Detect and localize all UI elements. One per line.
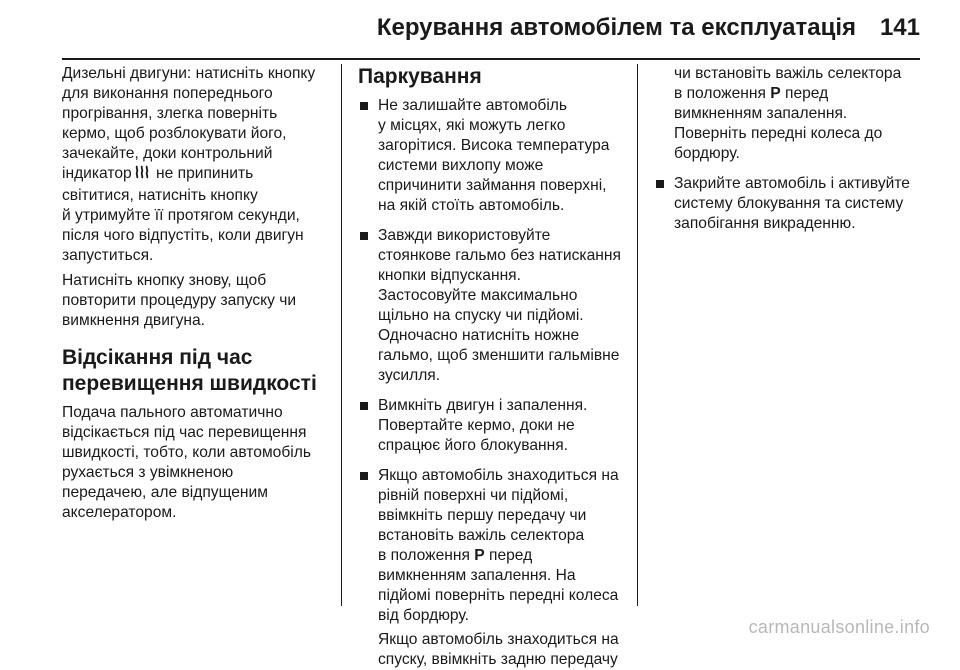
selector-position-label: P	[474, 547, 485, 564]
list-item-text: Якщо автомобіль знаходиться на спуску, ввімкніть задню передачу	[378, 631, 619, 668]
list-item-text: Завжди використовуйте стоянкове гальмо без натискання кнопки відпускання. Застосовуйте максимально щільно на спуску чи підйомі. Одночасно натисніть ножне гальмо, щоб зменшити гальмівне зусилля.	[378, 227, 621, 384]
column-middle	[358, 64, 628, 668]
page-header	[0, 0, 960, 58]
list-item	[358, 396, 628, 456]
paragraph-fuel-cutoff: Подача пального автоматично відсікається під час перевищення швидкості, тобто, коли автомобіль рухається з увімкненою передачею, але відпущеним акселератором.	[62, 404, 311, 521]
list-item	[654, 174, 924, 234]
column-divider	[637, 64, 638, 606]
list-item-text: Якщо автомобіль знаходиться на рівній поверхні чи підйомі, ввімкніть першу передачу чи встановіть важіль селектора в положення	[378, 467, 619, 564]
paragraph-repeat: Натисніть кнопку знову, щоб повторити процедуру запуску чи вимкнення двигуна.	[62, 272, 297, 329]
section-heading-parking: Паркування	[358, 65, 482, 88]
paragraph-text: не припинить світитися, натисніть кнопку й утримуйте її протягом секунди, після чого відпустіть, коли двигун запуститься.	[62, 165, 304, 264]
column-left	[62, 64, 332, 608]
parking-list-continued	[654, 64, 924, 234]
list-item-text: Закрийте автомобіль і активуйте систему блокування та систему запобігання викраденню.	[674, 175, 910, 232]
paragraph-diesel-start	[62, 64, 332, 266]
bullet-icon	[656, 180, 664, 188]
header-divider	[62, 58, 920, 60]
list-item-text: Не залишайте автомобіль у місцях, які можуть легко загорітися. Висока температура системи вихлопу може спричинити займання поверхні, на якій стоїть автомобіль.	[378, 97, 610, 214]
bullet-icon	[360, 232, 368, 240]
selector-position-label: P	[770, 85, 781, 102]
list-item	[358, 96, 628, 216]
list-item-text: чи встановіть важіль селектора в положення	[674, 65, 902, 102]
section-heading-fuel-cutoff: Відсікання під час перевищення швидкості	[62, 346, 317, 395]
list-item-continuation	[358, 630, 628, 670]
parking-list	[358, 96, 628, 670]
chapter-title: Керування автомобілем та експлуатація	[376, 14, 856, 41]
column-divider	[341, 64, 342, 606]
list-item-text: перед вимкненням запалення. На підйомі поверніть передні колеса від бордюру.	[378, 547, 619, 624]
glow-plug-indicator-icon	[134, 164, 150, 186]
list-item-text: перед вимкненням запалення. Поверніть передні колеса до бордюру.	[674, 85, 883, 162]
list-item-text: Вимкніть двигун і запалення. Повертайте кермо, доки не спрацює його блокування.	[378, 397, 588, 454]
bullet-icon	[360, 472, 368, 480]
page-number: 141	[879, 14, 920, 41]
list-item	[358, 466, 628, 626]
paragraph-text: Дизельні двигуни: натисніть кнопку для виконання попереднього прогрівання, злегка поверніть кермо, щоб розблокувати його, зачекайте, доки контрольний індикатор	[62, 65, 316, 182]
watermark: carmanualsonline.info	[748, 617, 930, 637]
bullet-icon	[360, 102, 368, 110]
bullet-icon	[360, 402, 368, 410]
list-item-continuation	[654, 64, 924, 164]
list-item	[358, 226, 628, 386]
column-right	[654, 64, 924, 608]
